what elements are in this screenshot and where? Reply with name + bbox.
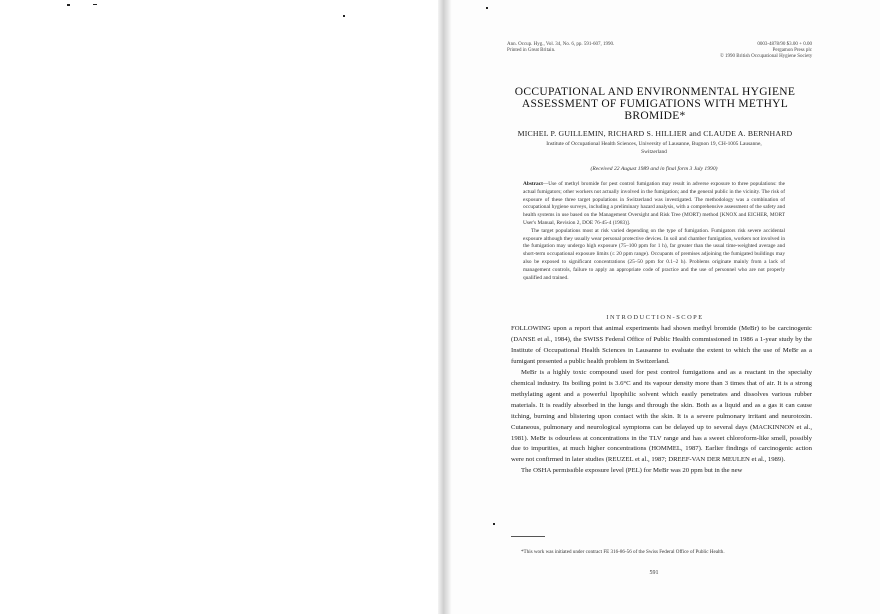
- scan-speck: [93, 4, 97, 5]
- body-text: [511, 324, 812, 477]
- body-paragraph: FOLLOWING upon a report that animal experiments had shown methyl bromide (MeBr) to be carcinogenic (DANSE et al., 1984), the SWISS Federal Office of Public Health commissioned in 1986 a 1-year study by the Institute of Occupational Health Sciences in Lausanne to evaluate the extent to which the use of MeBr as a fumigant presented a public health problem in Switzerland.: [511, 325, 812, 365]
- journal-printed-in: Printed in Great Britain.: [507, 48, 556, 53]
- footnote: *This work was initiated under contract FE 316-86-56 of the Swiss Federal Office of Public Health.: [521, 549, 725, 555]
- abstract-text: —Use of methyl bromide for pest control fumigation may result in adverse exposure to three populations: the actual fumigators; other workers not actually involved in the fumigation; and the general public in the vicinity. The risk of exposure of these three target populations in Switzerland was investigated. The methodology was a combination of occupational hygiene surveys, including a preliminary hazard analysis, with a comprehensive assessment of the safety and health systems in use based on the Management Oversight and Risk Tree (MORT) method [KNOX and EICHER, MORT User's Manual, Revision 2, DOE 76-45-4 (1983)].: [523, 181, 785, 226]
- journal-citation: Ann. Occup. Hyg., Vol. 34, No. 6, pp. 591-607, 1990.: [507, 42, 615, 47]
- abstract: [523, 181, 785, 282]
- page-number: 591: [649, 570, 659, 576]
- received-dates: (Received 22 August 1989 and in final form 3 July 1990): [590, 166, 718, 172]
- journal-copyright: © 1990 British Occupational Hygiene Society: [720, 54, 813, 59]
- scan-speck: [493, 523, 495, 525]
- author-affiliation: [516, 140, 792, 156]
- abstract-paragraph: [523, 181, 785, 228]
- scan-speck: [343, 15, 345, 17]
- affiliation-line: Switzerland: [641, 149, 667, 155]
- abstract-label: Abstract: [523, 181, 543, 187]
- abstract-paragraph: The target populations most at risk varied depending on the type of fumigation. Fumigators risk severe accidental exposure although they usually wear personal protective devices. In soil and chamber fumigation, workers not involved in the fumigation may undergo high exposure (75–100 ppm for 1 h), far greater than the usual time-weighted average and short-term occupational exposure limits (≤ 20 ppm range). Occupants of premises adjoining the fumigated buildings may also be exposed to significant concentrations (25–50 ppm for 0.1–2 h). Problems originate mainly from a lack of management controls, failure to apply an appropriate code of practice and the use of personnel who are not properly qualified and trained.: [523, 227, 785, 281]
- section-heading: INTRODUCTION-SCOPE: [606, 314, 704, 321]
- journal-publisher: Pergamon Press plc: [772, 48, 812, 53]
- footnote-rule: [511, 536, 545, 537]
- journal-header-left: [507, 42, 614, 54]
- scan-speck: [67, 4, 70, 6]
- affiliation-line: Institute of Occupational Health Sciences, University of Lausanne, Bugnon 19, CH-1005 Lausanne,: [546, 141, 762, 147]
- body-paragraph: The OSHA permissible exposure level (PEL) for MeBr was 20 ppm but in the new: [521, 467, 743, 475]
- title-line: OCCUPATIONAL AND ENVIRONMENTAL HYGIENE: [514, 86, 796, 98]
- title-line: ASSESSMENT OF FUMIGATIONS WITH METHYL: [521, 98, 789, 110]
- article-title: [505, 86, 805, 122]
- book-spine-gutter: [438, 0, 452, 614]
- author-list: MICHEL P. GUILLEMIN, RICHARD S. HILLIER and CLAUDE A. BERNHARD: [517, 129, 793, 138]
- journal-price-code: 0003-4878/90 $3.00 + 0.00: [757, 42, 812, 47]
- scan-speck: [486, 7, 488, 9]
- body-paragraph: MeBr is a highly toxic compound used for pest control fumigations and as a reactant in the specialty chemical industry. Its boiling point is 3.6°C and its vapour density more than 3 times that of air. It is a strong methylating agent and a powerful lipophilic solvent which easily penetrates and dissolves various rubber materials. It is readily absorbed in the lungs and through the skin. Both as a liquid and as a gas it can cause itching, burning and blistering upon contact with the skin. It is a severe pulmonary irritant and neurotoxin. Cutaneous, pulmonary and neurological symptoms can be delayed up to several days (MACKINNON et al., 1981). MeBr is odourless at concentrations in the TLV range and has a sweet chloroform-like smell, possibly due to impurities, at much higher concentrations (HOMMEL, 1987). Earlier findings of carcinogenic action were not confirmed in later studies (REUZEL et al., 1987; DREEF-VAN DER MEULEN et al., 1989).: [511, 368, 812, 464]
- journal-header-right: [720, 42, 812, 60]
- title-line: BROMIDE*: [624, 110, 686, 122]
